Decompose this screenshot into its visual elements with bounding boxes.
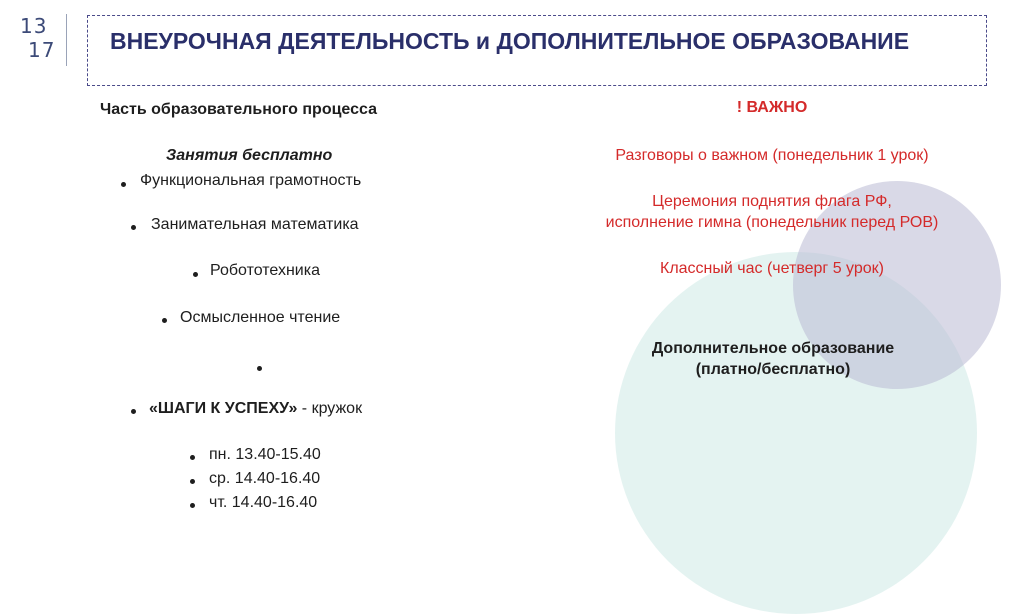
bullet — [190, 503, 195, 508]
bullet — [257, 366, 262, 371]
schedule-item: чт. 14.40-16.40 — [209, 494, 318, 511]
club-line — [149, 400, 362, 418]
bullet — [162, 318, 167, 323]
bullet — [131, 225, 136, 230]
left-subheading: Занятия бесплатно — [166, 147, 333, 164]
left-heading: Часть образовательного процесса — [100, 101, 377, 118]
list-item: Робототехника — [210, 262, 320, 279]
bullet — [190, 455, 195, 460]
extra-education-title: Дополнительное образование — [651, 340, 895, 357]
important-item: Классный час (четверг 5 урок) — [660, 260, 884, 277]
logo — [18, 14, 58, 66]
bullet — [193, 272, 198, 277]
list-item: Занимательная математика — [151, 216, 359, 233]
logo-bottom: 17 — [28, 38, 56, 62]
important-item: исполнение гимна (понедельник перед РОВ) — [605, 214, 939, 231]
bullet — [131, 409, 136, 414]
list-item: Функциональная грамотность — [140, 172, 362, 189]
schedule-item: пн. 13.40-15.40 — [209, 446, 321, 463]
important-label: ! ВАЖНО — [736, 99, 808, 116]
bullet — [121, 182, 126, 187]
logo-top: 13 — [20, 14, 48, 38]
important-item: Церемония поднятия флага РФ, — [652, 193, 892, 210]
extra-education-note: (платно/бесплатно) — [695, 361, 851, 378]
page-title: ВНЕУРОЧНАЯ ДЕЯТЕЛЬНОСТЬ и ДОПОЛНИТЕЛЬНОЕ ОБРАЗОВАНИЕ — [110, 28, 910, 54]
club-name: «ШАГИ К УСПЕХУ» — [149, 400, 298, 417]
list-item: Осмысленное чтение — [180, 309, 341, 326]
schedule-item: ср. 14.40-16.40 — [209, 470, 321, 487]
club-suffix: - кружок — [297, 400, 363, 417]
important-item: Разговоры о важном (понедельник 1 урок) — [615, 147, 929, 164]
logo-divider — [66, 14, 67, 66]
bullet — [190, 479, 195, 484]
